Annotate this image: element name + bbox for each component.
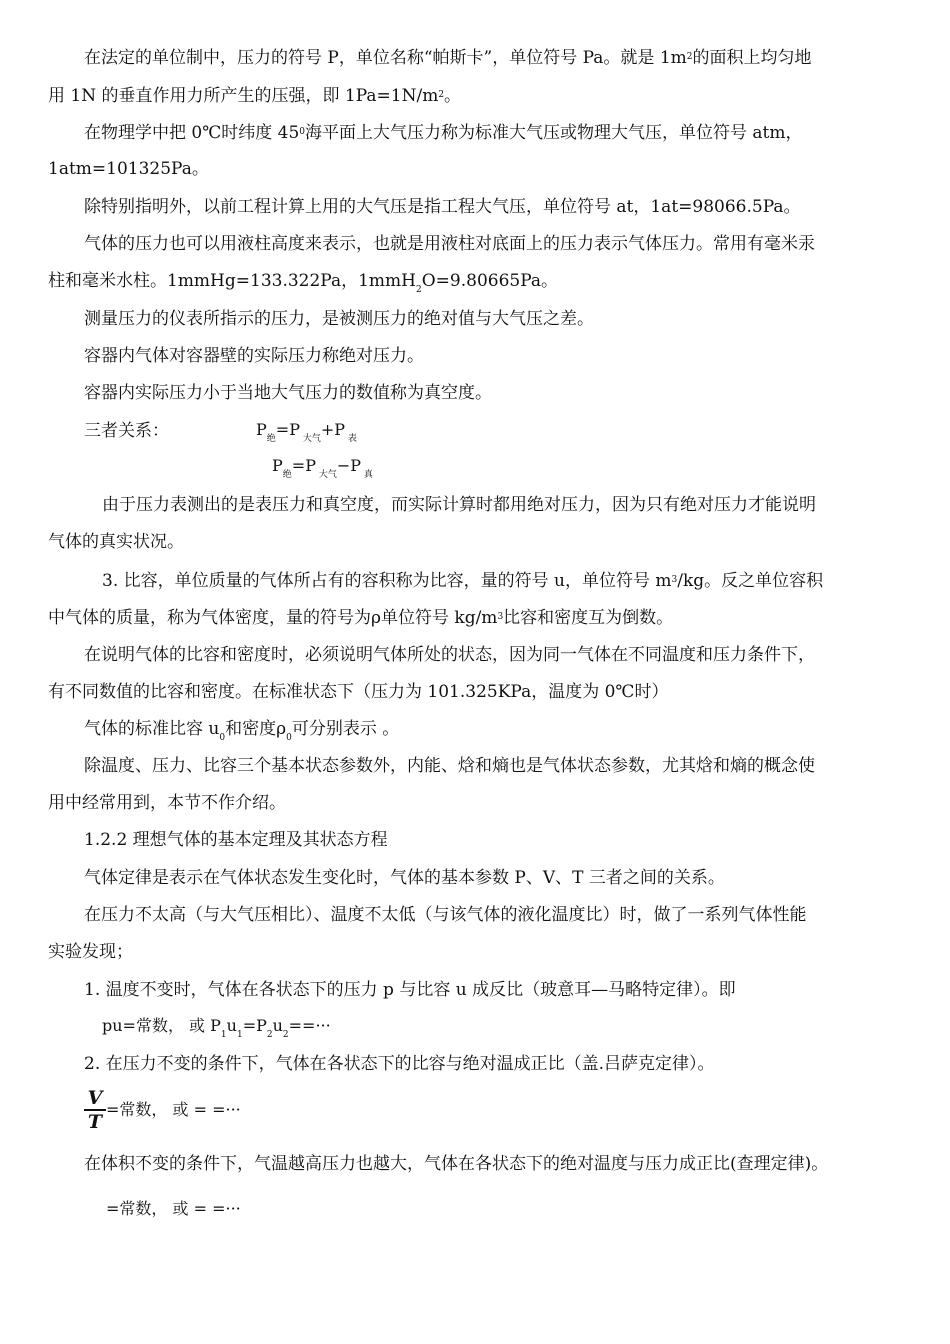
paragraph-state-line2: 有不同数值的比容和密度。在标准状态下（压力为 101.325KPa，温度为 0℃时） [48, 682, 669, 702]
paragraph-atm-line2: 1atm=101325Pa。 [48, 159, 209, 179]
paragraph-specific-volume-line1 [102, 569, 823, 592]
text: /kg。反之单位容积 [677, 571, 824, 591]
paragraph-gay-lussac: 2. 在压力不变的条件下，气体在各状态下的比容与绝对温成正比（盖.吕萨克定律）。 [84, 1054, 715, 1074]
formula-abs-plus: $P_绝=P$ $_{大气}$+P $_表$ [256, 420, 357, 444]
text: 在法定的单位制中，压力的符号 P，单位名称“帕斯卡”，单位符号 Pa。就是 1m [84, 48, 687, 68]
subscript: 2 [416, 285, 422, 295]
paragraph-pascal-line1 [84, 46, 812, 69]
text: O=9.80665Pa。 [421, 271, 559, 291]
superscript: 3 [497, 612, 504, 622]
text: 中气体的质量，称为气体密度，量的符号为ρ单位符号 kg/m [48, 608, 498, 628]
text: 可分别表示 。 [291, 719, 400, 739]
paragraph-gauge: 测量压力的仪表所指示的压力，是被测压力的绝对值与大气压之差。 [84, 309, 594, 329]
formula-gay-lussac: =常数， 或 = =··· [106, 1100, 241, 1119]
formula-abs-minus: $P_绝=P$ $_{大气}$−P $_真$ [272, 456, 373, 480]
paragraph-relation-label: 三者关系： [84, 421, 169, 441]
paragraph-standard-values [84, 718, 399, 749]
paragraph-liquid-column-line1: 气体的压力也可以用液柱高度来表示，也就是用液柱对底面上的压力表示气体压力。常用有毫米汞 [84, 234, 815, 254]
formula-boyle: pu=常数， 或 $P_1u_1=P_2u_2==\cdot\cdot\cdot$ [102, 1016, 331, 1040]
paragraph-vacuum: 容器内实际压力小于当地大气压力的数值称为真空度。 [84, 383, 492, 403]
formula-charles: =常数， 或 = =··· [106, 1199, 241, 1218]
text: 的面积上均匀地 [692, 48, 812, 68]
text: 柱和毫米水柱。1mmHg=133.322Pa，1mmH [48, 271, 416, 291]
paragraph-liquid-column-line2 [48, 270, 558, 301]
text: 海平面上大气压力称为标准大气压或物理大气压，单位符号 atm， [305, 123, 803, 143]
superscript: 0 [299, 127, 306, 137]
text: 3. 比容，单位质量的气体所占有的容积称为比容，量的符号 u，单位符号 m [102, 571, 672, 591]
paragraph-atm-line1 [84, 121, 803, 144]
paragraph-boyle: 1. 温度不变时，气体在各状态下的压力 p 与比容 u 成反比（玻意耳—马略特定律）。即 [84, 980, 736, 1000]
paragraph-pascal-line2 [48, 84, 461, 107]
paragraph-at: 除特别指明外，以前工程计算上用的大气压是指工程大气压，单位符号 at，1at=98066.5Pa。 [84, 197, 801, 217]
paragraph-reason-line2: 气体的真实状况。 [48, 532, 184, 552]
subscript: 0 [286, 733, 292, 743]
paragraph-other-params-line1: 除温度、压力、比容三个基本状态参数外，内能、焓和熵也是气体状态参数，尤其焓和熵的概念使 [84, 756, 815, 776]
text: 比容和密度互为倒数。 [503, 608, 674, 628]
text: 用 1N 的垂直作用力所产生的压强，即 1Pa=1N/m [48, 86, 439, 106]
paragraph-experiment-line2: 实验发现； [48, 942, 133, 962]
paragraph-charles: 在体积不变的条件下，气温越高压力也越大，气体在各状态下的绝对温度与压力成正比(查理定律)。 [84, 1154, 829, 1174]
superscript: 3 [671, 575, 678, 585]
fraction-v-over-t: V T [84, 1088, 106, 1132]
paragraph-specific-volume-line2 [48, 606, 673, 629]
text: 气体的标准比容 u [84, 719, 220, 739]
section-heading: 1.2.2 理想气体的基本定理及其状态方程 [84, 830, 388, 850]
paragraph-state-line1: 在说明气体的比容和密度时，必须说明气体所处的状态，因为同一气体在不同温度和压力条件下， [84, 645, 815, 665]
paragraph-reason-line1: 由于压力表测出的是表压力和真空度，而实际计算时都用绝对压力，因为只有绝对压力才能说明 [102, 495, 816, 515]
paragraph-other-params-line2: 用中经常用到，本节不作介绍。 [48, 793, 286, 813]
subscript: 0 [219, 733, 226, 743]
text: 在物理学中把 0℃时纬度 45 [84, 123, 300, 143]
text: 和密度ρ [225, 719, 287, 739]
paragraph-experiment-line1: 在压力不太高（与大气压相比）、温度不太低（与该气体的液化温度比）时，做了一系列气体性能 [84, 905, 807, 925]
text: 。 [444, 86, 462, 106]
paragraph-gas-laws: 气体定律是表示在气体状态发生变化时，气体的基本参数 P、V、T 三者之间的关系。 [84, 868, 725, 888]
superscript: 2 [438, 90, 445, 100]
paragraph-absolute: 容器内气体对容器壁的实际压力称绝对压力。 [84, 346, 424, 366]
superscript: 2 [686, 52, 693, 62]
